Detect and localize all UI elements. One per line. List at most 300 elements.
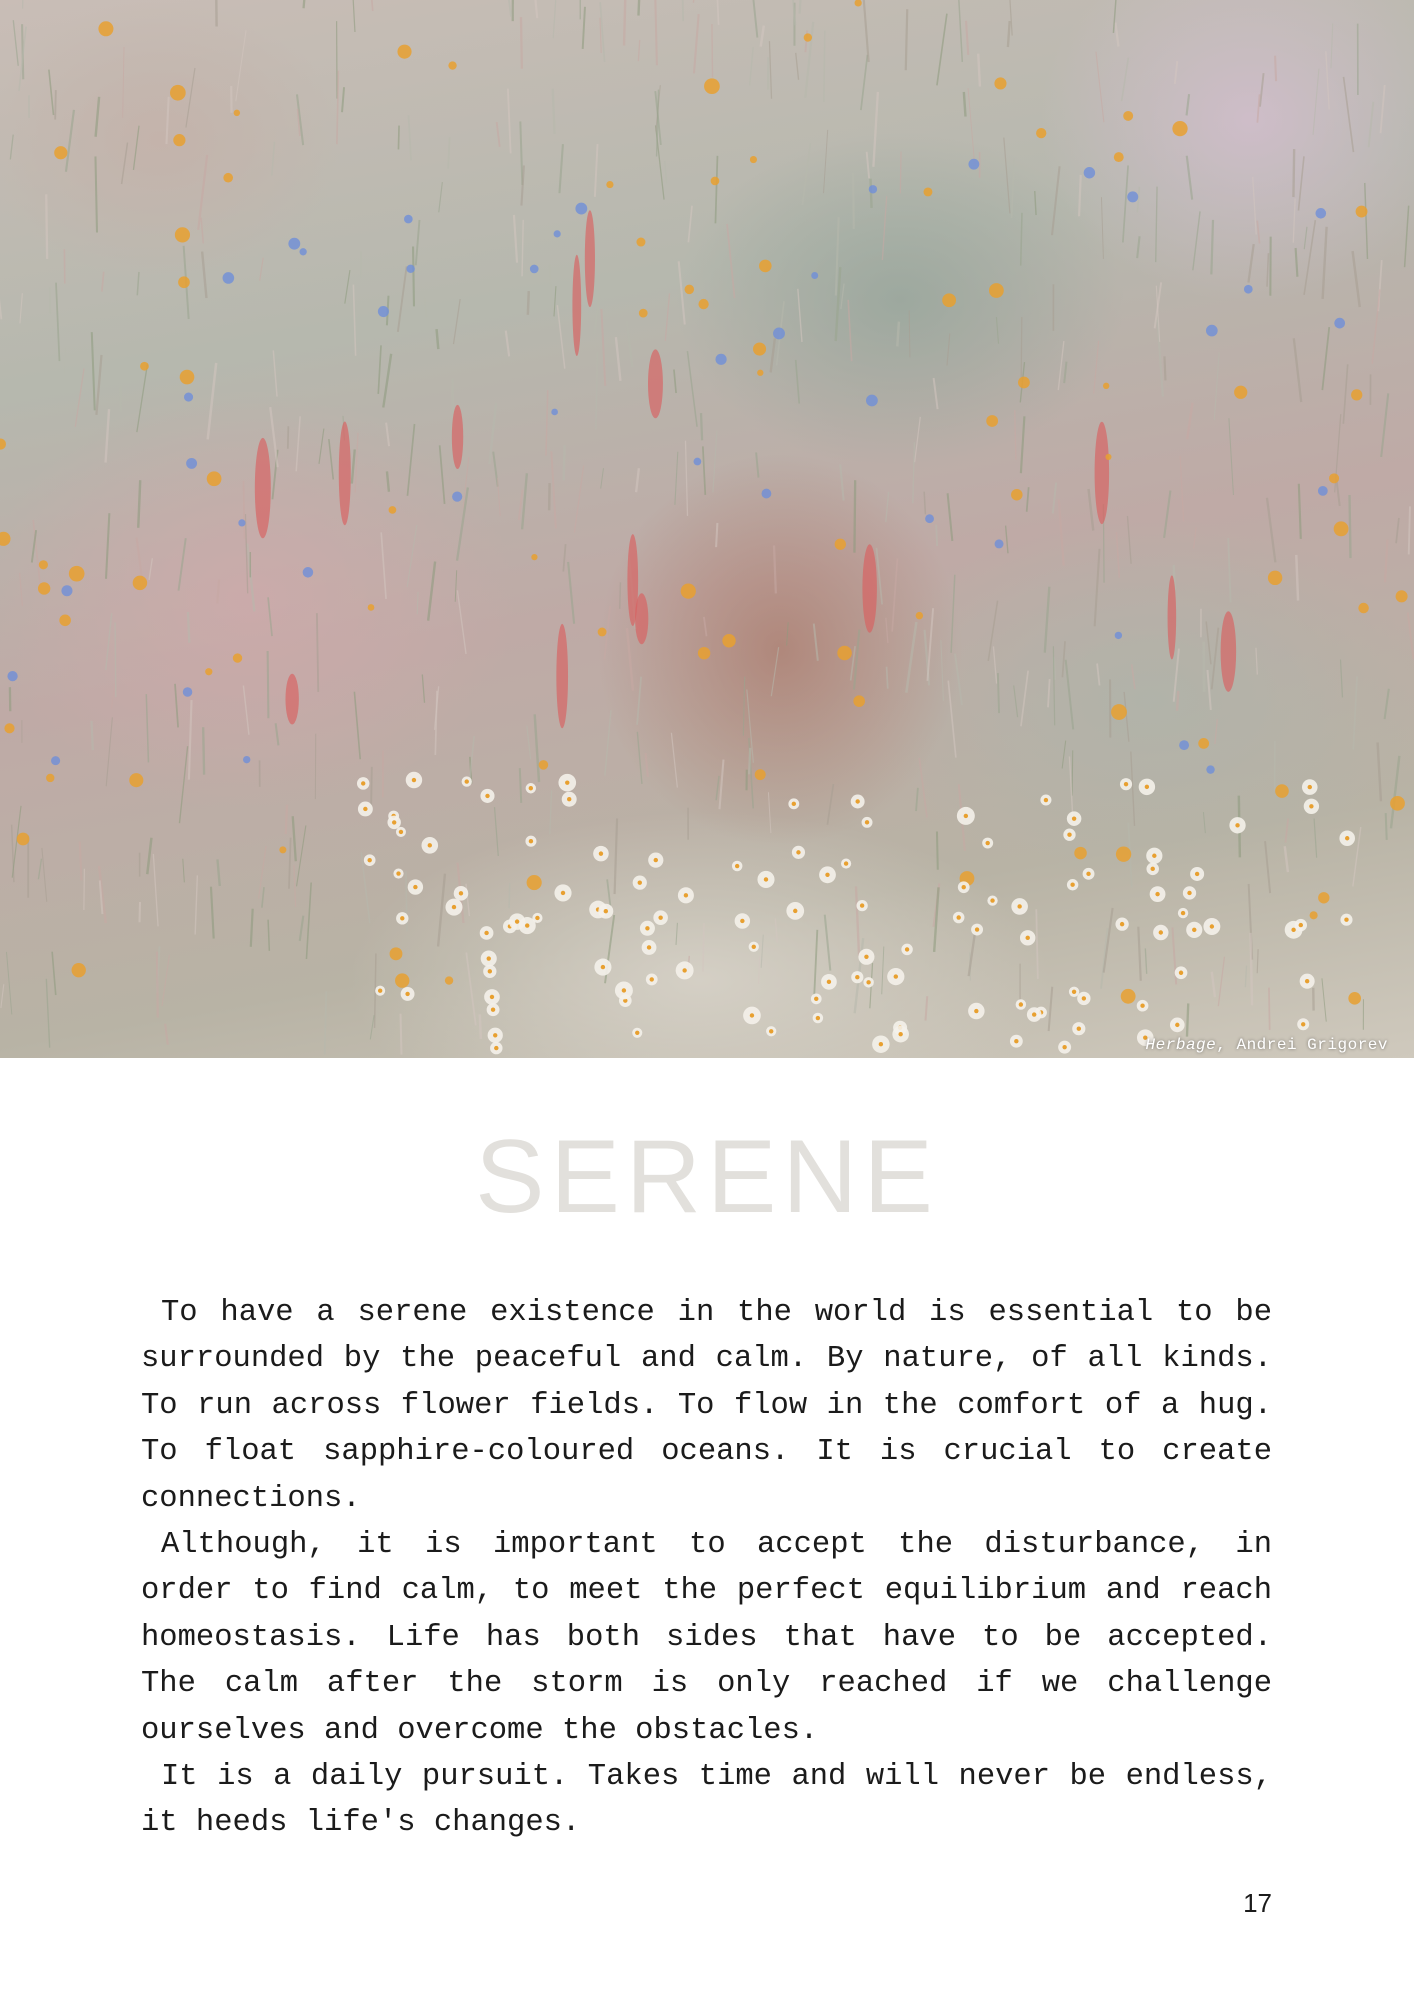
- grass-stroke: [1089, 489, 1094, 531]
- grass-stroke: [978, 54, 980, 87]
- grass-stroke: [137, 364, 148, 432]
- grass-stroke: [203, 727, 204, 774]
- grass-stroke: [882, 196, 886, 260]
- grass-stroke: [422, 674, 424, 702]
- grass-stroke: [466, 952, 476, 1025]
- blue-flower: [968, 159, 979, 170]
- grass-stroke: [243, 481, 244, 539]
- grass-stroke: [637, 677, 641, 725]
- blue-flower: [1244, 285, 1253, 294]
- blue-flower: [995, 539, 1004, 548]
- grass-stroke: [297, 825, 306, 886]
- daisy-flower: [1083, 868, 1095, 880]
- grass-stroke: [66, 110, 74, 172]
- daisy-flower: [856, 900, 867, 911]
- grass-stroke: [1391, 756, 1399, 829]
- orange-flower: [598, 628, 607, 637]
- grass-stroke: [92, 721, 93, 750]
- red-flower-spike: [1168, 575, 1177, 659]
- daisy-flower: [653, 910, 668, 925]
- grass-stroke: [306, 883, 311, 960]
- grass-stroke: [637, 732, 642, 784]
- orange-flower: [698, 299, 708, 309]
- grass-stroke: [620, 582, 621, 609]
- orange-flower: [445, 976, 453, 984]
- orange-flower: [722, 634, 735, 647]
- grass-stroke: [988, 601, 997, 661]
- grass-stroke: [638, 0, 639, 16]
- grass-stroke: [924, 492, 925, 515]
- grass-stroke: [304, 0, 309, 8]
- red-flower-spike: [255, 438, 271, 538]
- orange-flower: [916, 612, 923, 619]
- grass-stroke: [296, 416, 300, 471]
- grass-stroke: [1275, 56, 1276, 81]
- grass-stroke: [1293, 199, 1295, 243]
- daisy-flower: [1016, 999, 1026, 1009]
- orange-flower: [1111, 704, 1127, 720]
- grass-stroke: [867, 152, 869, 179]
- grass-stroke: [387, 471, 389, 491]
- grass-stroke: [96, 355, 101, 415]
- grass-stroke: [383, 354, 391, 408]
- orange-flower: [531, 554, 537, 560]
- blue-flower: [1127, 191, 1138, 202]
- red-flower-spike: [627, 534, 638, 626]
- grass-stroke: [1385, 539, 1387, 582]
- blue-flower: [288, 238, 300, 250]
- grass-stroke: [20, 573, 23, 606]
- grass-stroke: [1251, 933, 1252, 1005]
- grass-stroke: [841, 284, 844, 309]
- grass-stroke: [655, 0, 657, 65]
- daisy-flower: [1302, 779, 1318, 795]
- blue-flower: [551, 409, 558, 416]
- grass-stroke: [774, 545, 776, 593]
- grass-stroke: [138, 480, 140, 528]
- grass-stroke: [719, 760, 723, 810]
- orange-flower: [923, 187, 932, 196]
- grass-stroke: [1257, 94, 1259, 122]
- grass-stroke: [616, 337, 621, 381]
- grass-stroke: [1175, 61, 1177, 84]
- orange-flower: [1348, 992, 1361, 1005]
- orange-flower: [397, 45, 411, 59]
- grass-stroke: [1396, 518, 1399, 543]
- orange-flower: [133, 576, 147, 590]
- grass-stroke: [716, 776, 719, 800]
- grass-stroke: [605, 710, 611, 776]
- orange-flower: [1074, 847, 1086, 859]
- grass-stroke: [1180, 456, 1183, 522]
- grass-stroke: [268, 597, 272, 636]
- grass-stroke: [771, 338, 775, 372]
- page-number: 17: [1243, 1888, 1272, 1918]
- orange-flower: [1358, 603, 1368, 613]
- red-flower-spike: [1221, 611, 1237, 692]
- caption-author: Andrei Grigorev: [1236, 1036, 1388, 1054]
- orange-flower: [69, 566, 85, 582]
- grass-stroke: [1215, 719, 1217, 744]
- grass-stroke: [1218, 957, 1224, 1007]
- daisy-flower: [1190, 867, 1204, 881]
- grass-stroke: [636, 468, 639, 492]
- daisy-flower: [1340, 914, 1352, 926]
- grass-stroke: [398, 266, 407, 332]
- daisy-flower: [406, 772, 422, 788]
- blue-flower: [406, 265, 414, 273]
- daisy-flower: [375, 986, 385, 996]
- grass-stroke: [106, 513, 109, 579]
- orange-flower: [1310, 911, 1318, 919]
- grass-stroke: [553, 0, 558, 38]
- grass-stroke: [703, 923, 704, 972]
- orange-flower: [759, 260, 772, 273]
- orange-flower: [527, 875, 542, 890]
- orange-flower: [681, 583, 696, 598]
- daisy-flower: [1040, 795, 1051, 806]
- grass-stroke: [685, 441, 687, 516]
- grass-stroke: [95, 156, 97, 232]
- orange-flower: [170, 85, 186, 101]
- daisy-flower: [421, 837, 438, 854]
- grass-stroke: [1193, 211, 1200, 270]
- grass-stroke: [798, 289, 802, 342]
- blue-flower: [184, 393, 193, 402]
- grass-stroke: [1066, 660, 1074, 730]
- daisy-flower: [525, 836, 536, 847]
- grass-stroke: [1206, 621, 1211, 664]
- orange-flower: [54, 146, 67, 159]
- grass-stroke: [1014, 685, 1018, 717]
- daisy-flower: [558, 774, 576, 792]
- daisy-flower: [766, 1026, 776, 1036]
- orange-flower: [994, 77, 1006, 89]
- grass-stroke: [38, 859, 41, 880]
- blue-flower: [223, 272, 235, 284]
- daisy-flower: [732, 861, 743, 872]
- daisy-flower: [1067, 811, 1082, 826]
- grass-stroke: [1322, 978, 1326, 1021]
- grass-stroke: [873, 92, 877, 167]
- grass-stroke: [1343, 364, 1347, 423]
- red-flower-spike: [585, 210, 595, 307]
- grass-stroke: [345, 270, 350, 304]
- grass-stroke: [440, 445, 445, 504]
- orange-flower: [753, 342, 766, 355]
- daisy-flower: [841, 858, 851, 868]
- daisy-flower: [851, 971, 863, 983]
- daisy-flower: [735, 913, 750, 928]
- grass-stroke: [409, 115, 412, 160]
- grass-stroke: [294, 865, 296, 907]
- orange-flower: [835, 539, 846, 550]
- orange-flower: [390, 947, 403, 960]
- grass-stroke: [439, 182, 443, 212]
- grass-stroke: [1095, 549, 1100, 627]
- grass-stroke: [996, 317, 998, 344]
- grass-stroke: [955, 654, 962, 705]
- daisy-flower: [526, 783, 536, 793]
- grass-stroke: [948, 493, 953, 541]
- daisy-flower: [1186, 922, 1202, 938]
- daisy-flower: [1139, 779, 1155, 795]
- grass-stroke: [1059, 499, 1064, 565]
- grass-stroke: [106, 717, 112, 786]
- daisy-flower: [957, 807, 975, 825]
- grass-stroke: [1386, 813, 1387, 840]
- grass-stroke: [1123, 165, 1128, 242]
- grass-stroke: [1372, 289, 1380, 363]
- daisy-flower: [1295, 919, 1307, 931]
- daisy-flower: [640, 921, 655, 936]
- orange-flower: [279, 846, 286, 853]
- grass-stroke: [1062, 741, 1066, 769]
- grass-stroke: [1248, 244, 1253, 283]
- grass-stroke: [615, 818, 617, 894]
- blue-flower: [530, 265, 539, 274]
- grass-stroke: [1369, 102, 1374, 147]
- grass-stroke: [455, 570, 456, 601]
- grass-stroke: [189, 700, 192, 780]
- grass-stroke: [627, 321, 632, 367]
- grass-stroke: [49, 70, 54, 115]
- grass-stroke: [1122, 58, 1129, 101]
- daisy-flower: [445, 899, 462, 916]
- grass-stroke: [260, 258, 264, 281]
- daisy-flower: [1300, 974, 1315, 989]
- blue-flower: [1179, 740, 1189, 750]
- grass-stroke: [675, 452, 678, 505]
- grass-stroke: [1381, 393, 1388, 457]
- grass-stroke: [688, 206, 692, 243]
- grass-stroke: [448, 137, 449, 169]
- daisy-flower: [1229, 817, 1245, 833]
- orange-flower: [1234, 386, 1247, 399]
- orange-flower: [1172, 121, 1187, 136]
- grass-stroke: [514, 215, 517, 263]
- orange-flower: [38, 582, 50, 594]
- daisy-flower: [358, 802, 373, 817]
- grass-stroke: [840, 464, 843, 500]
- red-flower-spike: [556, 624, 568, 728]
- grass-stroke: [1296, 555, 1298, 601]
- orange-flower: [59, 615, 71, 627]
- grass-stroke: [353, 285, 355, 356]
- grass-stroke: [713, 430, 717, 492]
- daisy-flower: [1203, 918, 1220, 935]
- grass-stroke: [1257, 949, 1258, 973]
- orange-flower: [389, 506, 397, 514]
- grass-stroke: [317, 613, 318, 692]
- grass-stroke: [23, 0, 24, 9]
- grass-stroke: [1353, 676, 1357, 749]
- grass-stroke: [927, 608, 933, 681]
- grass-stroke: [1294, 338, 1301, 402]
- daisy-flower: [401, 987, 415, 1001]
- grass-stroke: [535, 714, 539, 782]
- grass-stroke: [52, 952, 56, 995]
- grass-stroke: [906, 622, 916, 693]
- grass-stroke: [1207, 670, 1210, 710]
- grass-stroke: [1322, 327, 1329, 390]
- grass-stroke: [84, 869, 85, 910]
- grass-stroke: [92, 332, 95, 410]
- grass-stroke: [1296, 248, 1298, 277]
- grass-stroke: [1340, 660, 1342, 698]
- grass-stroke: [1137, 187, 1139, 213]
- red-flower-spike: [285, 674, 298, 725]
- grass-stroke: [319, 429, 324, 464]
- grass-stroke: [551, 451, 555, 528]
- grass-stroke: [951, 575, 955, 653]
- grass-stroke: [201, 218, 203, 244]
- orange-flower: [223, 173, 233, 183]
- daisy-flower: [490, 1042, 502, 1054]
- grass-stroke: [1064, 362, 1066, 383]
- daisy-flower: [364, 854, 376, 866]
- orange-flower: [1268, 571, 1282, 585]
- grass-stroke: [1187, 156, 1192, 200]
- daisy-flower: [863, 977, 873, 987]
- grass-stroke: [827, 784, 833, 825]
- grass-stroke: [96, 97, 100, 137]
- daisy-flower: [598, 904, 613, 919]
- blue-flower: [866, 395, 878, 407]
- grass-stroke: [123, 47, 124, 118]
- daisy-flower: [487, 1003, 500, 1016]
- grass-stroke: [863, 0, 869, 62]
- grass-stroke: [968, 88, 975, 164]
- grass-stroke: [900, 151, 901, 193]
- grass-stroke: [1049, 987, 1053, 1031]
- caption-work-title: Herbage: [1145, 1036, 1217, 1054]
- daisy-flower: [488, 1028, 503, 1043]
- grass-stroke: [1157, 319, 1162, 396]
- grass-stroke: [268, 651, 269, 718]
- daisy-flower: [678, 887, 694, 903]
- grass-stroke: [1211, 220, 1213, 275]
- grass-stroke: [964, 92, 966, 117]
- red-flower-spike: [339, 421, 351, 525]
- grass-stroke: [300, 916, 304, 941]
- grass-stroke: [162, 955, 169, 1006]
- grass-stroke: [1212, 972, 1215, 997]
- daisy-flower: [1115, 917, 1128, 930]
- grass-stroke: [1021, 416, 1025, 473]
- grass-stroke: [679, 261, 685, 324]
- grass-stroke: [554, 286, 556, 316]
- blue-flower: [773, 328, 785, 340]
- orange-flower: [1036, 128, 1046, 138]
- grass-stroke: [175, 684, 178, 728]
- grass-stroke: [1094, 341, 1099, 394]
- grass-stroke: [236, 30, 246, 101]
- grass-stroke: [535, 0, 537, 18]
- orange-flower: [0, 532, 10, 546]
- grass-stroke: [909, 311, 910, 358]
- grass-stroke: [715, 156, 717, 224]
- grass-stroke: [381, 532, 386, 599]
- daisy-flower: [484, 989, 500, 1005]
- orange-flower: [140, 362, 149, 371]
- daisy-flower: [1011, 898, 1028, 915]
- grass-stroke: [1137, 236, 1139, 258]
- grass-stroke: [1299, 484, 1301, 539]
- grass-stroke: [761, 26, 764, 47]
- grass-stroke: [574, 465, 583, 532]
- grass-stroke: [522, 220, 523, 276]
- grass-stroke: [1212, 628, 1219, 690]
- blue-flower: [452, 491, 462, 501]
- grass-stroke: [607, 879, 610, 905]
- grass-stroke: [149, 558, 152, 580]
- daisy-flower: [858, 949, 874, 965]
- blue-flower: [404, 215, 413, 224]
- grass-stroke: [887, 667, 888, 689]
- grass-stroke: [854, 630, 859, 690]
- grass-stroke: [1187, 94, 1190, 115]
- grass-stroke: [112, 684, 115, 709]
- grass-stroke: [727, 224, 735, 298]
- red-flower-spike: [1095, 422, 1110, 524]
- grass-stroke: [861, 55, 868, 110]
- daisy-flower: [1069, 987, 1079, 997]
- orange-flower: [39, 560, 48, 569]
- orange-flower: [942, 293, 956, 307]
- grass-stroke: [133, 126, 139, 170]
- grass-stroke: [550, 264, 553, 312]
- daisy-flower: [1072, 1022, 1085, 1035]
- grass-stroke: [1350, 495, 1351, 558]
- grass-stroke: [288, 426, 289, 449]
- grass-stroke: [413, 246, 414, 306]
- orange-flower: [72, 963, 86, 977]
- grass-stroke: [276, 723, 279, 745]
- orange-flower: [539, 760, 549, 770]
- grass-stroke: [557, 305, 564, 368]
- grass-stroke: [892, 558, 897, 631]
- grass-stroke: [497, 478, 500, 516]
- grass-stroke: [1101, 197, 1103, 259]
- blue-flower: [238, 519, 245, 526]
- daisy-flower: [971, 924, 983, 936]
- grass-stroke: [1381, 85, 1385, 133]
- grass-stroke: [7, 952, 12, 1015]
- grass-stroke: [897, 322, 899, 347]
- orange-flower: [755, 769, 766, 780]
- daisy-flower: [901, 944, 912, 955]
- orange-flower: [855, 0, 862, 7]
- daisy-flower: [851, 795, 865, 809]
- daisy-flower: [1010, 1035, 1023, 1048]
- daisy-flower: [788, 798, 799, 809]
- daisy-flower: [1058, 1041, 1071, 1054]
- grass-stroke: [848, 300, 852, 361]
- grass-stroke: [800, 0, 803, 14]
- daisy-flower: [757, 871, 774, 888]
- orange-flower: [4, 723, 14, 733]
- daisy-flower: [1175, 966, 1188, 979]
- daisy-flower: [1077, 992, 1090, 1005]
- grass-stroke: [1298, 156, 1304, 210]
- grass-stroke: [1006, 526, 1008, 554]
- grass-stroke: [814, 930, 817, 996]
- grass-stroke: [906, 9, 908, 70]
- grass-stroke: [750, 47, 754, 86]
- grass-stroke: [1365, 183, 1368, 259]
- blue-flower: [694, 458, 702, 466]
